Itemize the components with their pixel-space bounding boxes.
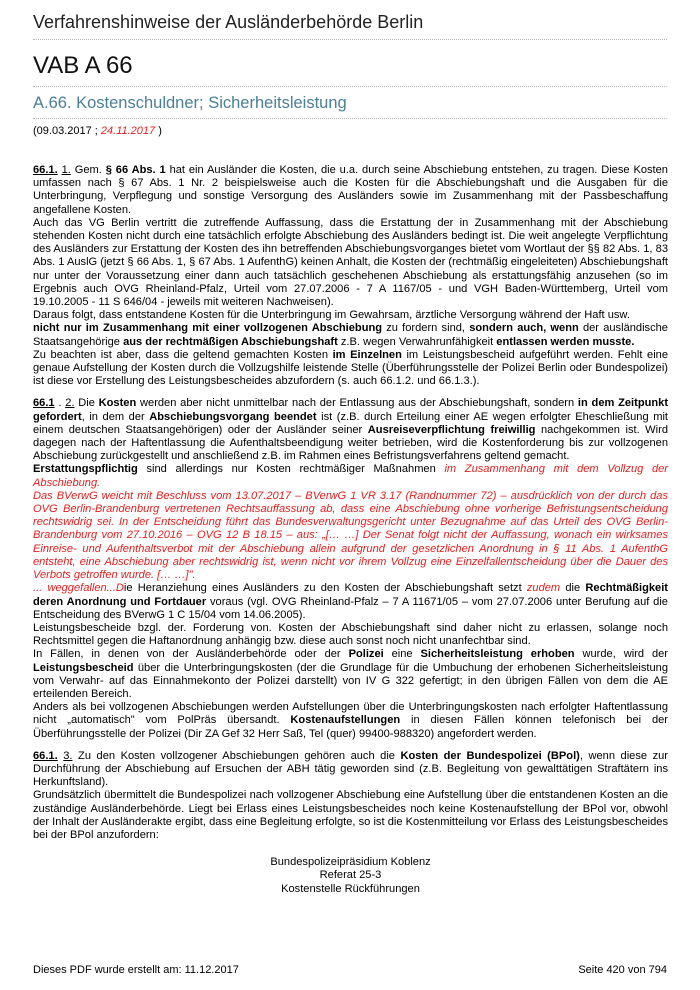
bold-text: nicht nur im Zusammenhang mit einer vollzogenen Abschiebung <box>33 322 383 335</box>
bold-text: entlassen werden musste. <box>496 335 635 348</box>
amended-text: zudem <box>526 582 561 595</box>
paragraph-66-1-3 <box>33 750 668 790</box>
paragraph <box>33 582 668 622</box>
bold-text: Abschiebungsvorgang beendet <box>149 410 317 423</box>
text: Zu den Kosten vollzogener Abschiebungen gehören auch die <box>72 749 401 762</box>
bold-text: Erstattungspflichtig <box>33 463 138 476</box>
dates-separator: ; <box>91 125 101 137</box>
page-footer <box>33 964 667 976</box>
section-num-2: 2. <box>65 397 75 410</box>
created-date: Dieses PDF wurde erstellt am: 11.12.2017 <box>33 964 239 976</box>
section-ref-66-1: 66.1 <box>33 397 55 410</box>
page-number: Seite 420 von 794 <box>578 964 667 976</box>
document-body <box>33 164 668 896</box>
bold-text: § 66 Abs. 1 <box>105 164 166 176</box>
bold-text: sondern auch, wenn <box>469 322 579 335</box>
text: die <box>560 582 586 595</box>
text: ist (z.B. durch Erteilung einer AE wegen erfolgter Eheschließung mit einem deutschen Staatsangehörigen) oder der Ausländer seiner <box>33 410 668 436</box>
paragraph <box>33 648 668 701</box>
section-ref-66-1: 66.1. <box>33 164 58 176</box>
dates-close: ) <box>155 125 162 137</box>
site-title-text: Verfahrenshinweise der Ausländerbehörde Berlin <box>33 12 424 32</box>
section-title-text: A.66. Kostenschuldner; Sicherheitsleistung <box>33 94 347 112</box>
bold-text: im Einzelnen <box>332 348 402 361</box>
document-title-text: VAB A 66 <box>33 52 133 79</box>
paragraph <box>33 322 668 348</box>
paragraph: Leistungsbescheide bzgl. der. Forderung von. Kosten der Abschiebungshaft sind daher nicht zu erlassen, solange noch Rechtsmittel gegen die Haftanordnung anhängig bzw. diese auch sonst noch nicht unanfechtbar sind. <box>33 621 668 648</box>
dates-open: ( <box>33 125 37 137</box>
address-line-3: Kostenstelle Rückführungen <box>281 882 420 895</box>
section-num-3: 3. <box>63 749 73 762</box>
paragraph <box>33 349 668 389</box>
section-ref-66-1: 66.1. <box>33 749 58 762</box>
paragraph: Daraus folgt, dass entstandene Kosten für die Unterbringung im Gewahrsam, ärztliche Versorgung während der Haft usw. <box>33 309 630 322</box>
amended-paragraph: Das BVerwG weicht mit Beschluss vom 13.07.2017 – BVerwG 1 VR 3.17 (Randnummer 72) – ausdrücklich von der durch das OVG Berlin-Brandenburg vertretenen Rechtsauffassung ab, dass eine Abschiebung ohne vorherige Befristungsentscheidung rechtswidrig sei. In der Entscheidung führt das Bundesverwaltungsgericht unter Bezugnahme auf das Urteil des OVG Berlin-Brandenburg vom 27.10.2016 – OVG 12 B 18.15 – aus: „[… …] Der Senat folgt nicht der Auffassung, wonach ein wirksames Einreise- und Aufenthaltsverbot mit der Abschiebung allein aufgrund der gesetzlichen Anordnung in § 11 Abs. 1 AufenthG entsteht, eine Abschiebung aber rechtswidrig ist, wenn nicht vor ihrem Vollzug eine Einzelfallentscheidung über die Dauer des Verbots getroffen wurde. [… …]". <box>33 489 668 582</box>
site-title <box>33 12 667 40</box>
date-original: 09.03.2017 <box>36 125 92 137</box>
bold-text: Polizei <box>348 648 384 661</box>
text: sind allerdings nur Kosten rechtmäßiger Maßnahmen <box>137 463 445 476</box>
text: in diesen Fällen können telefonisch bei der Überführungsstelle der Polizei (Dir ZA Gef 32 Herr Saß, Tel (quer) 99400-988320) angefordert werden. <box>33 714 668 740</box>
document-title <box>33 52 667 87</box>
amended-text: im Zusammenhang mit dem Vollzug der Abschiebung. <box>33 463 668 489</box>
paragraph-66-1-2 <box>33 397 668 463</box>
text: . <box>54 397 66 410</box>
text: hat ein Ausländer die Kosten, die u.a. durch seine Abschiebung entstehen, zu tragen. Diese Kosten umfassen nach § 67 Abs. 1 Nr. 2 beispielsweise auch die Kosten für die Abschiebungshaft und die Ausgaben für die Unterbringung, Verpflegung und sonstige Versorgung des Ausländers sowie im Zusammenhang mit der Passbeschaffung angefallene Kosten. <box>33 164 668 216</box>
text: Anders als bei vollzogenen Abschiebungen werden Aufstellungen über die Unterbringungskosten nach erfolgter Haftentlassung nicht „automatisch" vom PolPräs übersandt. <box>33 701 668 727</box>
text: Gem. <box>70 164 106 176</box>
revision-dates <box>33 125 162 137</box>
text: werden aber nicht unmittelbar nach der Entlassung aus der Abschiebungshaft, sondern <box>136 397 578 410</box>
section-num-1: 1. <box>61 164 71 176</box>
text: voraus (vgl. OVG Rheinland-Pfalz – 7 A 11671/05 – vom 27.07.2006 unter Berufung auf die Entscheidung des BVerwG 1 C 15/04 vom 14.06.2005). <box>33 595 668 621</box>
paragraph <box>33 463 668 489</box>
text: eine <box>383 648 421 661</box>
bold-text: Kosten der Bundespolizei (BPol) <box>400 749 580 762</box>
text: wurde, wird der <box>574 648 669 661</box>
text: ie Heranziehung eines Ausländers zu den Kosten der Abschiebungshaft setzt <box>123 582 527 595</box>
paragraph: Grundsätzlich übermittelt die Bundespolizei nach vollzogener Abschiebung eine Aufstellung über die entstandenen Kosten an die zuständige Ausländerbehörde. Liegt bei Erlass eines Leistungsbescheides noch keine Kostenaufstellung der BPol vor, obwohl der Inhalt der Ausländerakte ergibt, dass eine Begleitung erfolgte, so ist die Kostenmitteilung vor Erlass des Leistungsbescheides bei der BPol anzufordern: <box>33 789 668 841</box>
bold-text: in dem Zeitpunkt gefordert <box>33 397 669 423</box>
bold-text: Rechtmäßigkeit deren Anordnung und Fortdauer <box>33 582 668 608</box>
address-line-1: Bundespolizeipräsidium Koblenz <box>270 856 431 869</box>
text: zu fordern sind, <box>382 322 470 335</box>
address-line-2: Referat 25-3 <box>319 869 382 882</box>
text: z.B. wegen Verwahrunfähigkeit <box>337 335 497 348</box>
bold-text: Ausreiseverpflichtung freiwillig <box>367 423 536 436</box>
text: , in dem der <box>81 410 150 423</box>
text: der ausländische Staatsangehörige <box>33 322 668 348</box>
section-title <box>33 94 667 119</box>
bold-text: Kosten <box>98 397 137 410</box>
text: über die Unterbringungskosten (der die Grundlage für die Umbuchung der erhobenen Sicherheitsleistung vom Verwahr- auf das Einnahmekonto der Polizei darstellt) von IV G 322 gefertigt; in den übrigen Fällen von dem die AE erteilenden Bereich. <box>33 661 668 700</box>
text: Die <box>74 397 99 410</box>
text: nachgekommen ist. Wird dagegen nach der Haftentlassung die Aufenthaltsbeendigung weiter betrieben, wird die Kostenforderung bis zur vollzogenen Abschiebung zurückgestellt und anschließend z.B. im Rahmen eines Befristungsverfahrens geltend gemacht. <box>33 423 668 463</box>
paragraph-66-1-1 <box>33 164 668 217</box>
text: im Leistungsbescheid aufgeführt werden. Fehlt eine genaue Aufstellung der Kosten durch die Vollzugshilfe leistende Stelle (Überführungsstelle der Polizei Berlin oder Bundespolizei) ist diese vor Erstellung des Leistungsbescheides abzufordern (s. auch 66.1.2. und 66.1.3.). <box>33 348 668 388</box>
paragraph: Auch das VG Berlin vertritt die zutreffende Auffassung, dass die Erstattung der in Zusammenhang mit der Abschiebung stehenden Kosten nicht durch eine tatsächlich erfolgte Abschiebung des Ausländers bedingt ist. Die weit angelegte Verpflichtung des Ausländers zur Erstattung der Kosten des ihn betreffenden Abschiebungsvorganges bietet vom Wortlaut der §§ 82 Abs. 1, 83 Abs. 1 AuslG (jetzt § 66 Abs. 1, § 67 Abs. 1 AufenthG) keinen Anhalt, die Kosten der (rechtmäßig eingeleiteten) Abschiebungshaft nur unter der Voraussetzung einer dann auch tatsächlich geschehenen Abschiebung als erstattungsfähig anzusehen (so im Ergebnis auch OVG Rheinland-Pfalz, Urteil vom 27.07.2006 - 7 A 1167/05 - und VGH Baden-Württemberg, Urteil vom 19.10.2005 - 11 S 646/04 - jeweils mit weiteren Nachweisen). <box>33 216 668 309</box>
date-revised: 24.11.2017 <box>100 125 156 137</box>
text: In Fällen, in denen von der Ausländerbehörde oder der <box>33 648 349 661</box>
bold-text: Sicherheitsleistung erhoben <box>420 648 575 661</box>
text: Zu beachten ist aber, dass die geltend gemachten Kosten <box>33 348 333 361</box>
paragraph <box>33 701 668 741</box>
bold-text: aus der rechtmäßigen Abschiebungshaft <box>123 335 338 348</box>
text: , wenn diese zur Durchführung der Abschiebung auf Ersuchen der ABH tätig geworden sind (z.B. Begleitung von gewalttätigen Straftätern ins Herkunftsland). <box>33 749 668 789</box>
bold-text: Leistungsbescheid <box>33 661 134 674</box>
amended-text: ... weggefallen...D <box>33 582 124 595</box>
bold-text: Kostenaufstellungen <box>290 714 401 727</box>
